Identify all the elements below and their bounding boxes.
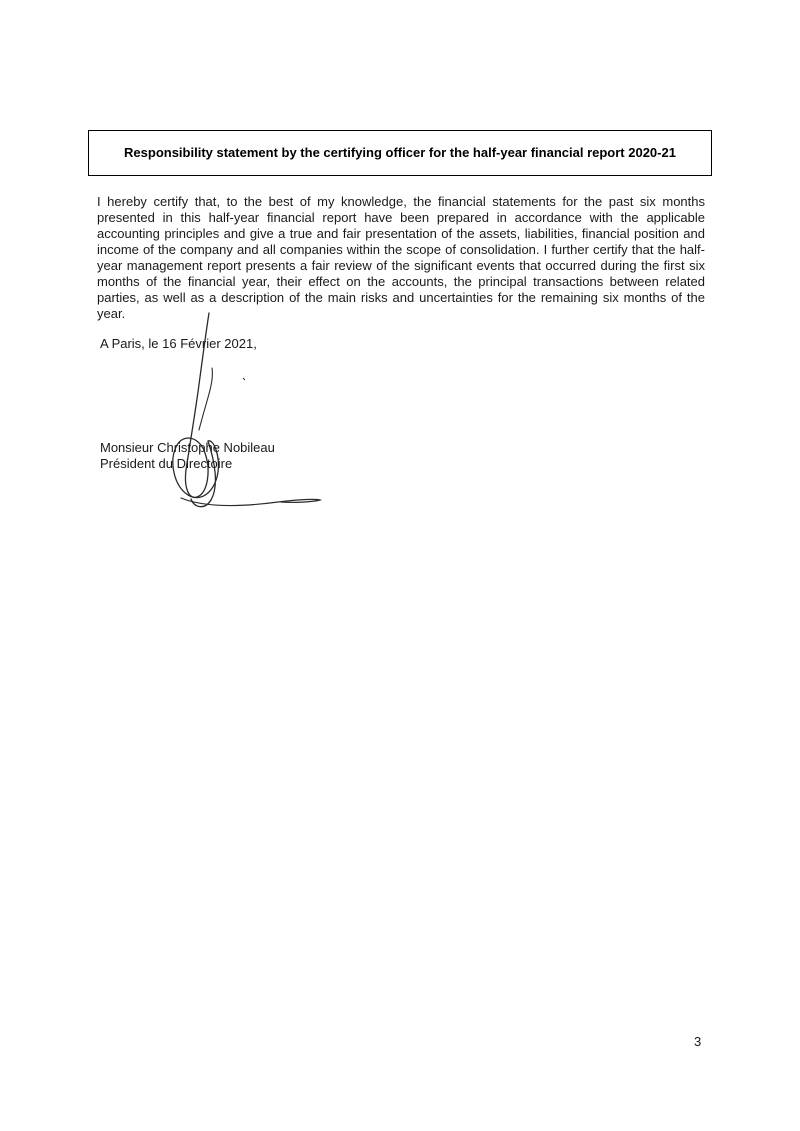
statement-title: Responsibility statement by the certifying officer for the half-year financial report 2020-21	[124, 145, 676, 160]
signatory-title: Président du Directoire	[100, 456, 233, 471]
signatory-block	[100, 440, 275, 472]
date-place-line: A Paris, le 16 Février 2021,	[100, 336, 257, 351]
certification-paragraph: I hereby certify that, to the best of my knowledge, the financial statements for the past six months presented in this half-year financial report have been prepared in accordance with the applicable accounting principles and give a true and fair presentation of the assets, liabilities, financial position and income of the company and all companies within the scope of consolidation. I further certify that the half-year management report presents a fair review of the significant events that occurred during the first six months of the financial year, their effect on the accounts, the principal transactions between related parties, as well as a description of the main risks and uncertainties for the remaining six months of the year.	[97, 194, 705, 321]
signatory-name: Monsieur Christophe Nobileau	[100, 440, 275, 455]
statement-title-box	[88, 130, 712, 176]
page-number: 3	[694, 1034, 702, 1049]
